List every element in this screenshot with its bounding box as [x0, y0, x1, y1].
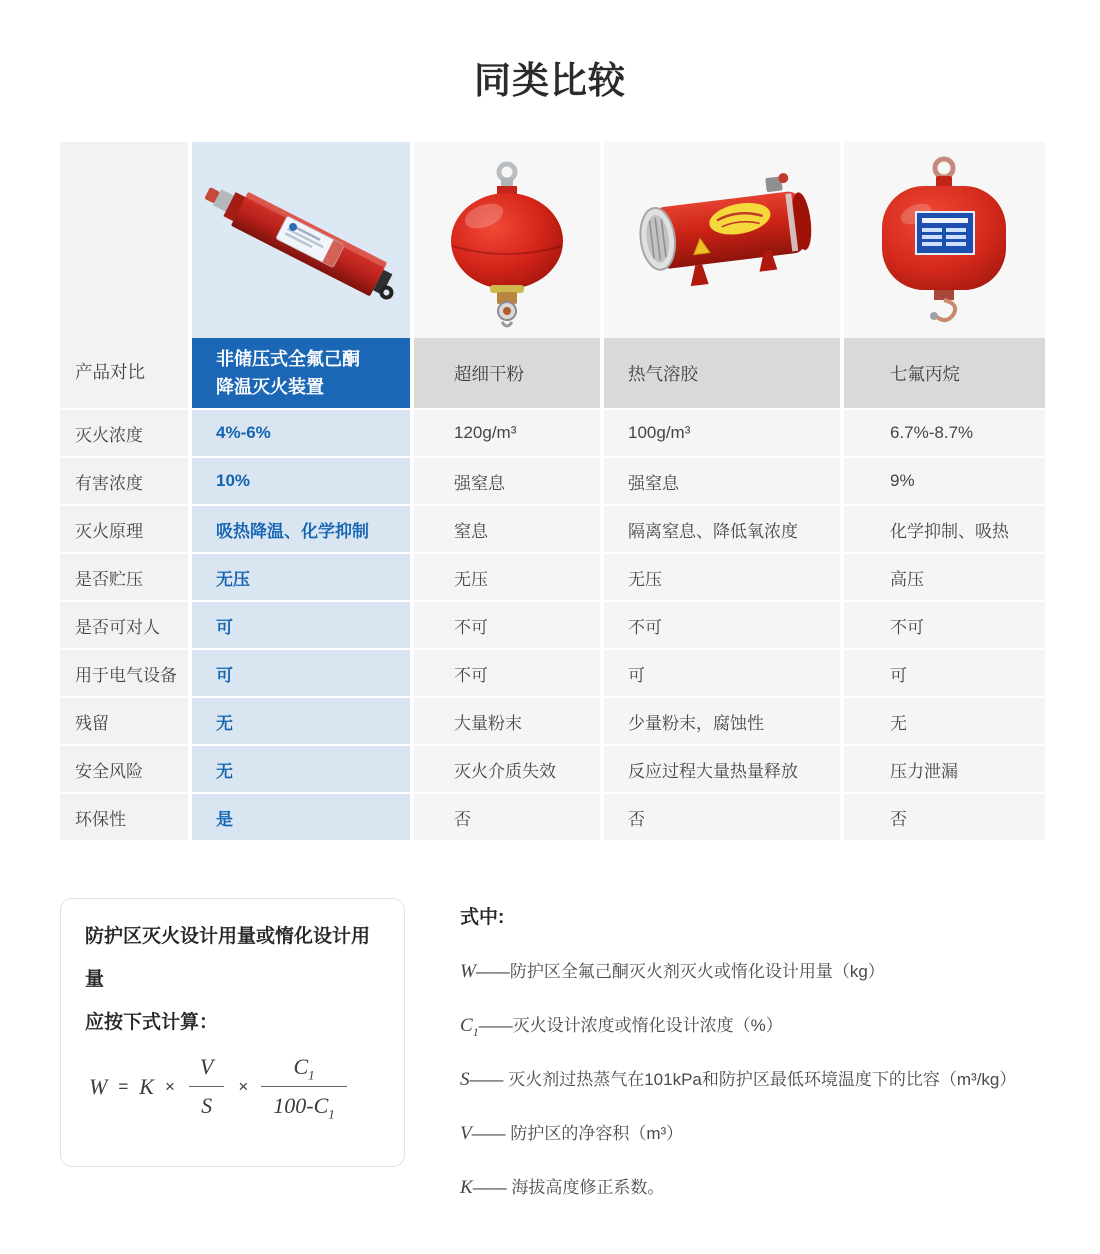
- value-cell: 吸热降温、化学抑制: [192, 506, 410, 552]
- value-cell: 强窒息: [414, 458, 600, 504]
- value-cell: 10%: [192, 458, 410, 504]
- formula-legend: [460, 902, 1090, 1199]
- value-cell: 可: [604, 650, 840, 696]
- value-cell: 120g/m³: [414, 410, 600, 456]
- product-name: 热气溶胶: [628, 363, 698, 384]
- value-cell: 可: [192, 650, 410, 696]
- value-cell: 少量粉末，腐蚀性: [604, 698, 840, 744]
- product-name: 超细干粉: [454, 363, 524, 384]
- row-label: 用于电气设备: [60, 650, 188, 696]
- formula-times-1: ×: [164, 1076, 175, 1096]
- value-cell: 无: [192, 698, 410, 744]
- value-cell: 否: [844, 794, 1045, 840]
- value-cell: 6.7%-8.7%: [844, 410, 1045, 456]
- row-label: 是否贮压: [60, 554, 188, 600]
- value-cell: 灭火介质失效: [414, 746, 600, 792]
- aerosol-cylinder-illustration: [604, 142, 840, 338]
- value-cell: 不可: [604, 602, 840, 648]
- product-name-line1: 非储压式全氟己酮: [216, 349, 360, 369]
- value-cell: 压力泄漏: [844, 746, 1045, 792]
- legend-item-w: W ——防护区全氟己酮灭火剂灭火或惰化设计用量（kg）: [460, 961, 885, 982]
- formula-title-line1: 防护区灭火设计用量或惰化设计用量: [85, 926, 371, 990]
- value-cell: 窒息: [414, 506, 600, 552]
- product-name-line2: 降温灭火装置: [216, 377, 324, 397]
- formula-box: [60, 898, 405, 1167]
- value-cell: 4%-6%: [192, 410, 410, 456]
- value-cell: 可: [192, 602, 410, 648]
- row-label: 残留: [60, 698, 188, 744]
- product-header-hfc: [844, 338, 1045, 408]
- legend-item-v: V —— 防护区的净容积（m³）: [460, 1123, 684, 1144]
- value-cell: 无压: [192, 554, 410, 600]
- product-header-dry-powder: [414, 338, 600, 408]
- fraction-c1-over-100-minus-c1: $\frac{C_1}{100-C_1}$: [261, 1054, 347, 1119]
- value-cell: 否: [414, 794, 600, 840]
- legend-item-s: S —— 灭火剂过热蒸气在101kPa和防护区最低环境温度下的比容（m³/kg）: [460, 1069, 1017, 1090]
- product-column-perfluorohexanone: [192, 142, 410, 840]
- sphere-extinguisher-illustration: [414, 142, 600, 338]
- value-cell: 高压: [844, 554, 1045, 600]
- row-label: 环保性: [60, 794, 188, 840]
- design-quantity-formula: [85, 1054, 386, 1122]
- formula-box-title: [85, 915, 386, 1044]
- value-cell: 无压: [604, 554, 840, 600]
- row-label: 灭火原理: [60, 506, 188, 552]
- value-cell: 强窒息: [604, 458, 840, 504]
- hfc-tank-illustration: [844, 142, 1045, 338]
- formula-title-line2: 应按下式计算：: [85, 1012, 219, 1033]
- row-label: 是否可对人: [60, 602, 188, 648]
- formula-times-2: ×: [238, 1076, 249, 1096]
- fraction-v-over-s: $\frac{V}{S}$: [188, 1054, 225, 1119]
- row-label: 有害浓度: [60, 458, 188, 504]
- legend-title: 式中:: [460, 907, 505, 928]
- legend-item-c1: $C_1$ ——灭火设计浓度或惰化设计浓度（%）: [460, 1015, 783, 1039]
- value-cell: 反应过程大量热量释放: [604, 746, 840, 792]
- value-cell: 化学抑制、吸热: [844, 506, 1045, 552]
- value-cell: 无: [192, 746, 410, 792]
- product-column-dry-powder: [414, 142, 600, 840]
- value-cell: 无压: [414, 554, 600, 600]
- page-title: 同类比较: [474, 60, 626, 101]
- device-illustration: [192, 142, 410, 338]
- value-cell: 是: [192, 794, 410, 840]
- legend-item-k: K —— 海拔高度修正系数。: [460, 1177, 665, 1198]
- corner-label: 产品对比: [75, 362, 145, 382]
- product-image-hfc: [844, 142, 1045, 338]
- row-label: 灭火浓度: [60, 410, 188, 456]
- value-cell: 可: [844, 650, 1045, 696]
- corner-cell: [60, 142, 188, 408]
- formula-equals: =: [118, 1076, 129, 1096]
- value-cell: 不可: [414, 602, 600, 648]
- value-cell: 大量粉末: [414, 698, 600, 744]
- label-column: [60, 142, 188, 840]
- value-cell: 无: [844, 698, 1045, 744]
- value-cell: 不可: [414, 650, 600, 696]
- product-header-aerosol: [604, 338, 840, 408]
- product-header-perfluorohexanone: [192, 338, 410, 408]
- product-column-hfc: [844, 142, 1045, 840]
- comparison-table: [60, 142, 1045, 840]
- formula-w: W: [89, 1073, 108, 1099]
- value-cell: 100g/m³: [604, 410, 840, 456]
- row-label: 安全风险: [60, 746, 188, 792]
- value-cell: 9%: [844, 458, 1045, 504]
- product-image-perfluorohexanone-device: [192, 142, 410, 338]
- value-cell: 隔离窒息、降低氧浓度: [604, 506, 840, 552]
- formula-k: K: [139, 1073, 154, 1099]
- product-column-aerosol: [604, 142, 840, 840]
- product-name: 七氟丙烷: [890, 363, 960, 384]
- value-cell: 不可: [844, 602, 1045, 648]
- product-image-aerosol: [604, 142, 840, 338]
- value-cell: 否: [604, 794, 840, 840]
- product-image-dry-powder: [414, 142, 600, 338]
